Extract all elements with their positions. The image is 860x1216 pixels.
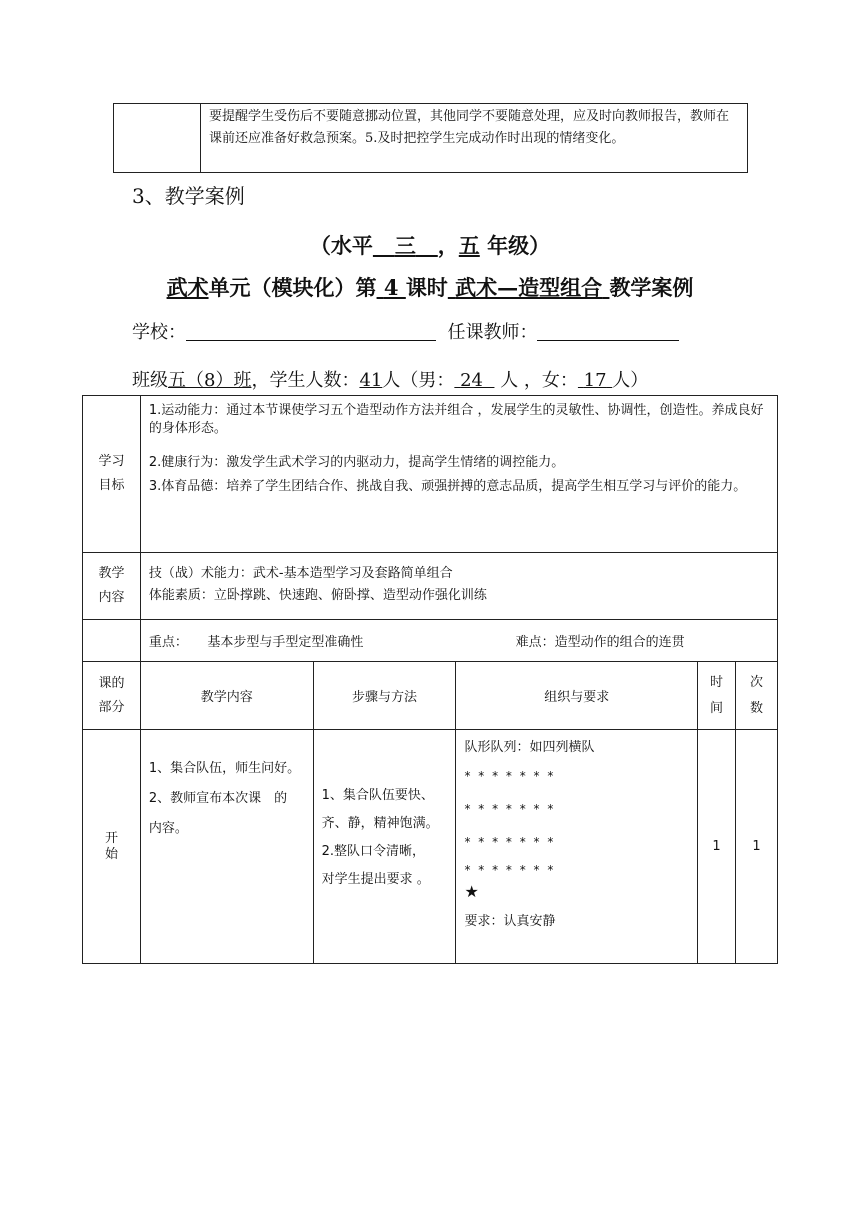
header-time: 时 间 [698, 662, 736, 730]
school-line [132, 318, 679, 344]
start-steps-cell: 1、集合队伍要快、 齐、静，精神饱满。 2.整队口令清晰， 对学生提出要求 。 [313, 730, 456, 964]
content-label: 教学 内容 [83, 553, 141, 620]
class-line: 班级五（8）班，学生人数：41人（男： 24 人 ，女： 17 人） [132, 370, 649, 391]
key-point: 重点： 基本步型与手型定型准确性 [148, 635, 364, 650]
content-cell: 技（战）术能力：武术-基本造型学习及套路简单组合 体能素质：立卧撑跳、快速跑、俯卧撑、造型动作强化训练 [140, 553, 777, 620]
start-time: 1 [698, 730, 736, 964]
male-count: 24 [460, 370, 483, 391]
teacher-label: 任课教师： [447, 322, 538, 343]
header-content: 教学内容 [140, 662, 313, 730]
start-organization-cell [456, 730, 698, 964]
objectives-cell [140, 396, 777, 553]
previous-label-cell [114, 104, 201, 173]
formation-label: 队形队列：如四列横队 [464, 740, 595, 755]
level-line: （水平 三 ，五 年级） [309, 233, 551, 258]
header-steps: 步骤与方法 [313, 662, 456, 730]
lesson-number: 4 [383, 275, 399, 300]
requirement-text: 要求：认真安静 [464, 914, 556, 929]
objectives-label: 学习 目标 [83, 396, 141, 553]
section-heading: 3、教学案例 [132, 184, 245, 208]
school-label: 学校： [132, 322, 186, 343]
class-value: 五（8）班 [168, 370, 252, 391]
previous-page-table [113, 103, 748, 173]
start-part-label: 开 始 [83, 730, 141, 964]
female-count: 17 [583, 370, 607, 391]
keypoint-label-cell [83, 620, 141, 662]
header-row [83, 662, 778, 730]
header-part: 课的 部分 [83, 662, 141, 730]
header-times: 次 数 [736, 662, 778, 730]
teacher-blank [537, 322, 679, 341]
objective-item: 2.健康行为：激发学生武术学习的内驱动力，提高学生情绪的调控能力。 [148, 455, 565, 470]
objective-item: 1.运动能力：通过本节课使学习五个造型动作方法并组合 ，发展学生的灵敏性、协调性，创造性。养成良好的身体形态。 [148, 403, 764, 436]
start-content-cell: 1、集合队伍，师生问好。 2、教师宣布本次课 的 内容。 [140, 730, 313, 964]
keypoint-row [83, 620, 778, 662]
level-value: 三 [394, 233, 416, 258]
header-organization: 组织与要求 [456, 662, 698, 730]
start-times: 1 [736, 730, 778, 964]
teacher-star-icon: ★ [464, 882, 479, 901]
unit-name: 武术 [166, 275, 209, 300]
objective-item: 3.体育品德：培养了学生团结合作、挑战自我、顽强拼搏的意志品质，提高学生相互学习与评价的能力。 [148, 479, 747, 494]
formation-row: * * * * * * * [464, 863, 556, 877]
grade-value: 五 [458, 233, 480, 258]
lesson-plan-table [82, 395, 778, 964]
safety-note-cell: 要提醒学生受伤后不要随意挪动位置，其他同学不要随意处理，应及时向教师报告，教师在课前还应准备好救急预案。5.及时把控学生完成动作时出现的情绪变化。 [201, 104, 748, 173]
formation-row: * * * * * * * [464, 769, 556, 783]
formation-row: * * * * * * * [464, 802, 556, 816]
lesson-topic: 武术—造型组合 [455, 275, 603, 300]
content-row [83, 553, 778, 620]
students-count: 41 [359, 370, 383, 391]
start-row [83, 730, 778, 964]
lesson-title: 武术单元（模块化）第 4 课时 武术—造型组合 教学案例 [166, 275, 694, 300]
objectives-row [83, 396, 778, 553]
formation-row: * * * * * * * [464, 835, 556, 849]
school-blank [186, 322, 436, 341]
difficulty: 难点：造型动作的组合的连贯 [515, 635, 685, 650]
keypoint-cell [140, 620, 777, 662]
